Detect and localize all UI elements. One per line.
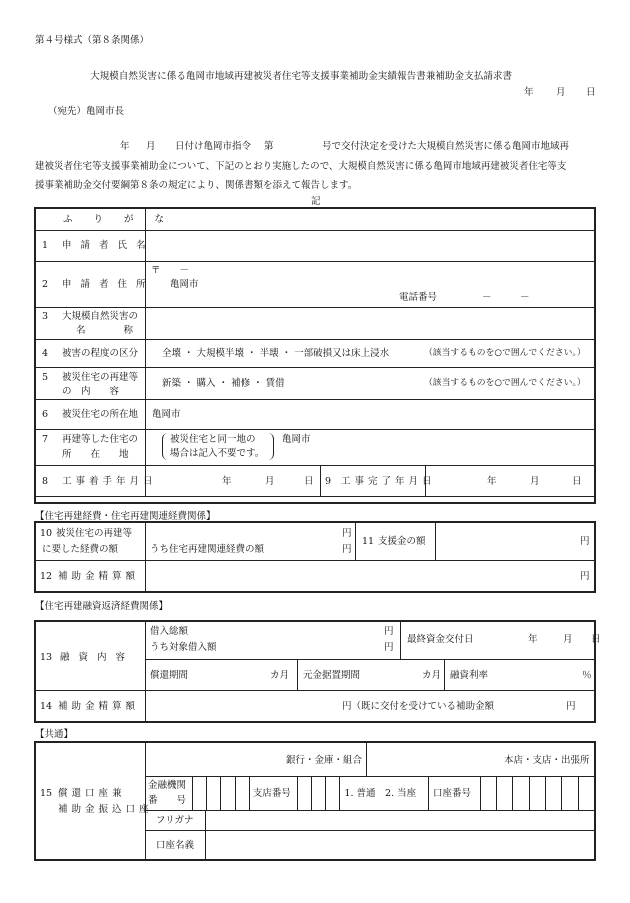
damage-level-field[interactable]	[146, 340, 596, 368]
applicant-name-field[interactable]	[146, 231, 596, 262]
branch-code-label: 支店番号	[249, 777, 297, 811]
disaster-name-label: 3 大規模自然災害の 名 称	[36, 308, 146, 340]
rebuild-settlement-label: 12 補助金精算額	[36, 561, 146, 592]
bank-name-field[interactable]: 銀行・金庫・組合 本店・支店・出張所	[146, 743, 596, 777]
account-holder-field[interactable]: 口座名義	[146, 831, 596, 861]
construction-start-field[interactable]: 年 月 日	[146, 466, 321, 497]
rebuild-settlement-field[interactable]: 円	[146, 561, 596, 592]
date-year-label: 年	[524, 87, 534, 98]
document-title: 大規模自然災害に係る亀岡市地域再建被災者住宅等支援事業補助金実績報告書兼補助金支払請求書	[90, 71, 513, 82]
bank-code-digit[interactable]	[207, 777, 221, 811]
construction-end-label: 9 工事完了年月日	[321, 466, 426, 497]
repayment-period-field[interactable]: 償還期間 カ月	[146, 660, 298, 691]
loan-table	[35, 621, 601, 722]
damaged-house-location-label: 6 被災住宅の所在地	[36, 400, 146, 430]
bank-codes-row[interactable]	[146, 777, 596, 811]
section2-heading: 【住宅再建経費・住宅再建関連経費関係】	[35, 511, 216, 522]
loan-settlement-label: 14 補助金精算額	[36, 691, 146, 722]
bank-account-label: 15 償還口座兼 補助金振込口座	[36, 743, 146, 861]
form-number: 第４号様式（第８条関係）	[35, 35, 150, 46]
last-payment-date-field[interactable]: 最終資金交付日 年 月 日	[401, 622, 596, 660]
loan-settlement-field[interactable]: 円（既に交付を受けている補助金額 円	[146, 691, 596, 722]
account-furigana-field[interactable]: フリガナ	[146, 811, 596, 831]
furigana-field[interactable]	[146, 209, 596, 231]
section3-heading: 【住宅再建融資返済経費関係】	[35, 601, 169, 612]
disaster-name-field[interactable]	[146, 308, 596, 340]
bank-code-digit[interactable]	[192, 777, 206, 811]
damage-level-options: 全壊 ・ 大規模半壊 ・ 半壊 ・ 一部破損又は床上浸水	[162, 348, 390, 359]
intro-month: 月	[146, 141, 156, 152]
support-amount-label: 11 支援金の額	[356, 523, 436, 561]
damage-level-note: （該当するものを○で囲んでください。）	[424, 348, 586, 358]
rebuild-content-field[interactable]	[146, 368, 596, 400]
account-number-digit[interactable]	[546, 777, 562, 811]
intro-line1-rest: 号で交付決定を受けた大規模自然災害に係る亀岡市地域再	[322, 141, 570, 152]
rebuild-content-note: （該当するものを○で囲んでください。）	[424, 378, 586, 388]
rebuild-content-options: 新築 ・ 購入 ・ 補修 ・ 賃借	[162, 378, 285, 389]
account-number-digit[interactable]	[529, 777, 545, 811]
addressee: （宛先）亀岡市長	[48, 106, 125, 117]
related-cost-label: うち住宅再建関連経費の額	[150, 544, 265, 555]
support-amount-field[interactable]: 円	[436, 523, 596, 561]
intro-line2: 建被災者住宅等支援事業補助金について、下記のとおり実施したので、大規模自然災害に係る亀岡市地域再建被災者住宅等支	[35, 161, 567, 172]
applicant-name-label: 1 申請者氏名	[36, 231, 146, 262]
damaged-house-location-field[interactable]: 亀岡市	[146, 400, 596, 430]
branch-code-digit[interactable]	[311, 777, 325, 811]
rebuilt-house-location-label: 7 再建等した住宅の 所 在 地	[36, 430, 146, 466]
postal-mark: 〒 －	[151, 265, 190, 276]
damage-level-label: 4 被害の程度の区分	[36, 340, 146, 368]
account-number-label: 口座番号	[428, 777, 480, 811]
intro-order-text: 日付け亀岡市指令	[175, 141, 252, 152]
intro-line3: 援事業補助金交付要綱第８条の規定により、関係書類を添えて報告します。	[35, 180, 358, 191]
intro-number-prefix: 第	[264, 141, 274, 152]
grace-period-field[interactable]: 元金据置期間 カ月 融資利率 ％	[298, 660, 596, 691]
bank-code-label: 金融機関 番 号	[145, 777, 192, 811]
bank-code-digit[interactable]	[221, 777, 235, 811]
section4-heading: 【共通】	[35, 729, 74, 740]
loan-content-label: 13 融資内容	[36, 622, 146, 691]
rebuilt-house-city: 亀岡市	[282, 434, 311, 445]
rebuild-cost-table	[35, 522, 596, 592]
phone-label: 電話番号	[399, 292, 438, 303]
branch-code-digit[interactable]	[297, 777, 311, 811]
account-number-digit[interactable]	[480, 777, 496, 811]
account-number-digit[interactable]	[497, 777, 513, 811]
account-number-digit[interactable]	[513, 777, 529, 811]
branch-code-digit[interactable]	[326, 777, 340, 811]
construction-start-label: 8 工事着手年月日	[36, 466, 146, 497]
intro-year: 年	[120, 141, 130, 152]
date-day-label: 日	[586, 87, 596, 98]
furigana-label: ふ り が な	[36, 209, 146, 231]
rebuild-cost-label: 10 被災住宅の再建等 に要した経費の額	[36, 523, 146, 561]
account-number-digit[interactable]	[562, 777, 578, 811]
rebuild-cost-field[interactable]: 円 うち住宅再建関連経費の額 円	[146, 523, 356, 561]
phone-dashes: － －	[482, 292, 530, 303]
application-table	[35, 208, 596, 497]
construction-end-field[interactable]: 年 月 日	[426, 466, 596, 497]
date-month-label: 月	[556, 87, 566, 98]
bank-code-digit[interactable]	[235, 777, 249, 811]
interest-rate-label: 融資利率	[450, 670, 489, 681]
rebuilt-house-location-field[interactable]: 被災住宅と同一地の 場合は記入不要です。 亀岡市	[146, 430, 596, 466]
account-number-digit[interactable]	[578, 777, 595, 811]
account-type-field[interactable]: 1. 普通 2. 当座	[340, 777, 429, 811]
ki-heading: 記	[311, 196, 321, 207]
rebuild-content-label: 5 被災住宅の再建等 の 内 容	[36, 368, 146, 400]
applicant-address-label: 2 申請者住所	[36, 262, 146, 308]
address-city: 亀岡市	[170, 279, 199, 290]
applicant-address-field[interactable]	[146, 262, 596, 308]
loan-amount-field[interactable]: 借入総額 円 うち対象借入額 円	[146, 622, 401, 660]
bank-account-table	[35, 742, 596, 861]
